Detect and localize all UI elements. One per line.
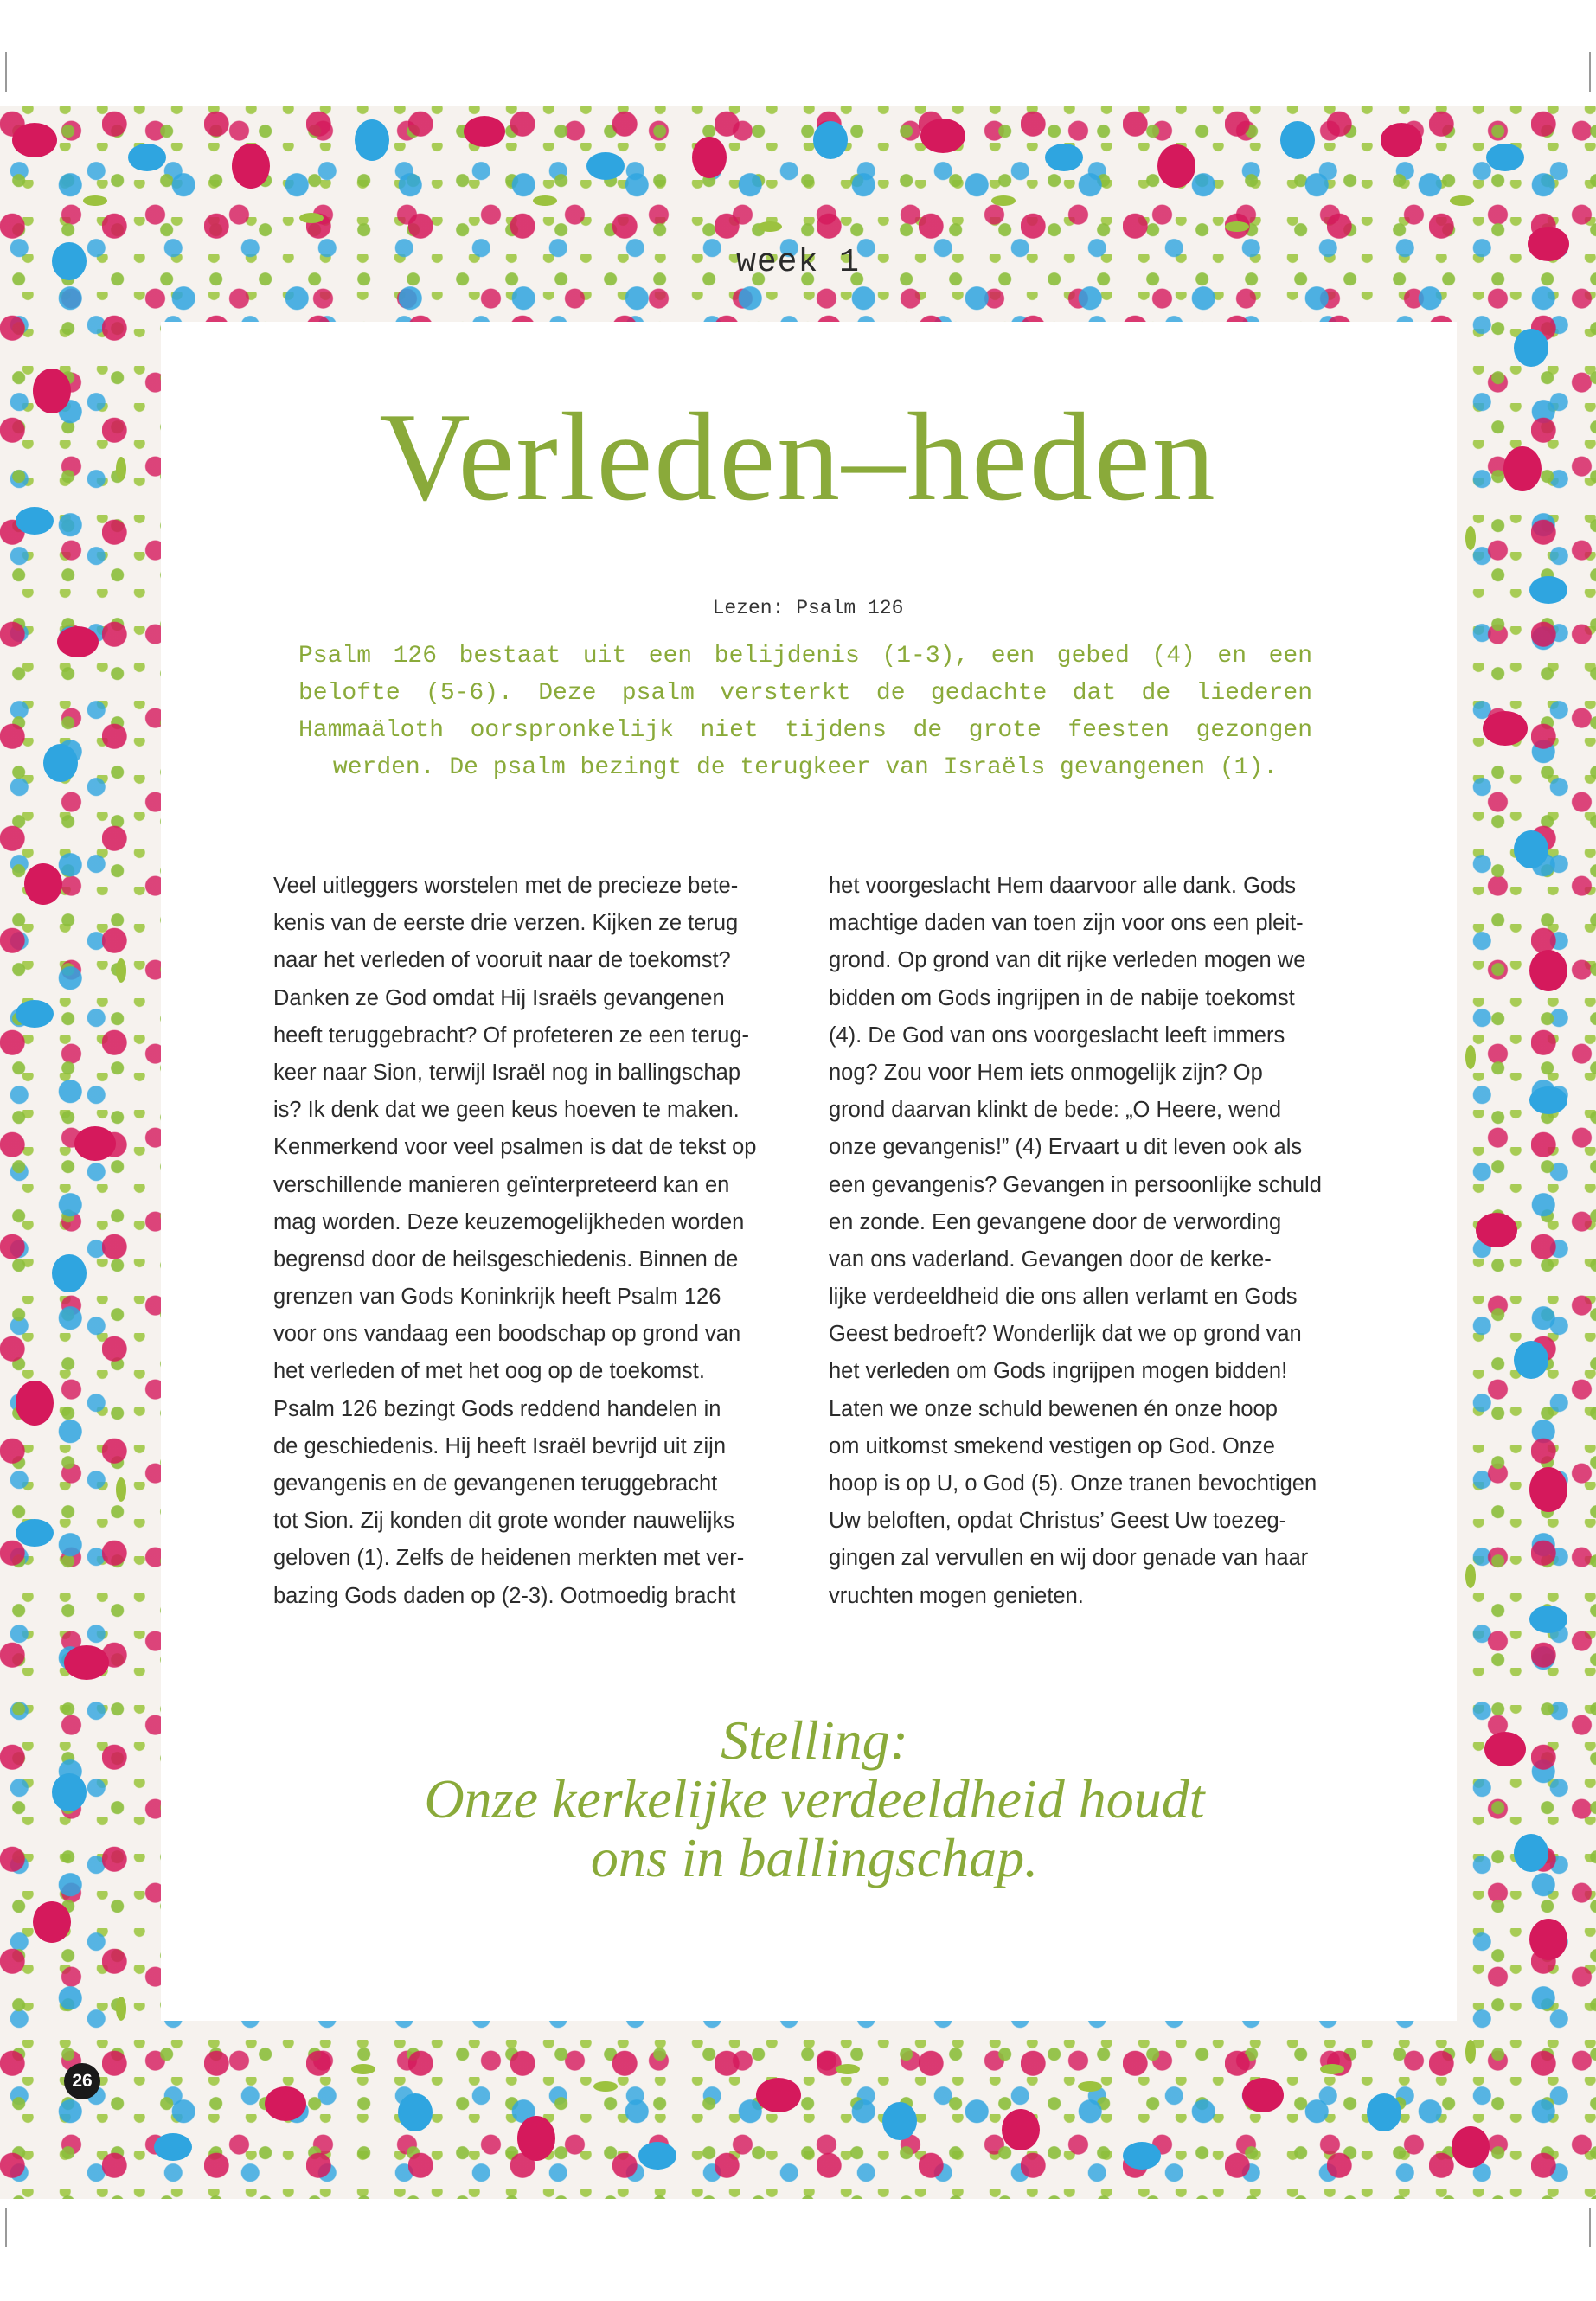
text-line: voor ons vandaag een boodschap op grond van: [273, 1322, 741, 1347]
text-line: Laten we onze schuld bewenen én onze hoop: [829, 1396, 1278, 1421]
reading-reference: Lezen: Psalm 126: [712, 597, 904, 619]
text-line: gevangenis en de gevangenen teruggebracht: [273, 1471, 718, 1496]
crop-mark-bottom-right: [1589, 2208, 1591, 2247]
text-line: geloven (1). Zelfs de heidenen merkten met ver-: [273, 1546, 745, 1571]
text-line: lijke verdeeldheid die ons allen verlamt en Gods: [829, 1285, 1298, 1310]
body-column-right: [829, 868, 1348, 1615]
text-line: Danken ze God omdat Hij Israëls gevangenen: [273, 985, 725, 1010]
text-line: bidden om Gods ingrijpen in de nabije toekomst: [829, 985, 1295, 1010]
text-line: keer naar Sion, terwijl Israël nog in ballingschap: [273, 1060, 741, 1085]
text-line: onze gevangenis!” (4) Ervaart u dit leven ook als: [829, 1135, 1303, 1160]
stelling-line: ons in ballingschap.: [590, 1827, 1039, 1888]
text-line: (4). De God van ons voorgeslacht leeft immers: [829, 1022, 1285, 1048]
text-line: begrensd door de heilsgeschiedenis. Binnen de: [273, 1247, 739, 1272]
text-line: het verleden of met het oog op de toekomst.: [273, 1359, 705, 1384]
text-line: machtige daden van toen zijn voor ons een pleit-: [829, 911, 1304, 936]
text-line: grond daarvan klinkt de bede: „O Heere, wend: [829, 1098, 1282, 1123]
text-line: gingen zal vervullen en wij door genade van haar: [829, 1546, 1309, 1571]
crop-mark-top-right: [1589, 52, 1591, 92]
body-column-left: [273, 868, 792, 1615]
text-line: bazing Gods daden op (2-3). Ootmoedig bracht: [273, 1583, 736, 1608]
text-line: Geest bedroeft? Wonderlijk dat we op grond van: [829, 1322, 1302, 1347]
text-line: van ons vaderland. Gevangen door de kerke-: [829, 1247, 1272, 1272]
text-line: verschillende manieren geïnterpreteerd kan en: [273, 1172, 730, 1197]
text-line: Uw beloften, opdat Christus’ Geest Uw toezeg-: [829, 1509, 1287, 1534]
text-line: heeft teruggebracht? Of profeteren ze een terug-: [273, 1022, 750, 1048]
text-line: Kenmerkend voor veel psalmen is dat de tekst op: [273, 1135, 757, 1160]
page-title: Verleden–heden: [379, 387, 1217, 527]
text-line: het voorgeslacht Hem daarvoor alle dank. Gods: [829, 874, 1297, 898]
crop-mark-top-left: [5, 52, 7, 92]
text-line: Veel uitleggers worstelen met de precieze bete-: [273, 874, 739, 898]
text-line: hoop is op U, o God (5). Onze tranen bevochtigen: [829, 1471, 1317, 1496]
stelling-statement: [0, 1711, 1596, 1888]
text-line: kenis van de eerste drie verzen. Kijken ze terug: [273, 911, 739, 936]
text-line: en zonde. Een gevangene door de verwording: [829, 1209, 1282, 1234]
text-line: een gevangenis? Gevangen in persoonlijke schuld: [829, 1172, 1322, 1197]
week-label: week 1: [736, 244, 860, 281]
text-line: nog? Zou voor Hem iets onmogelijk zijn? Op: [829, 1060, 1263, 1085]
page-number-badge: 26: [64, 2063, 100, 2099]
text-line: om uitkomst smekend vestigen op God. Onze: [829, 1433, 1275, 1458]
text-line: Psalm 126 bezingt Gods reddend handelen in: [273, 1396, 721, 1421]
text-line: naar het verleden of vooruit naar de toekomst?: [273, 948, 731, 973]
intro-paragraph: Psalm 126 bestaat uit een belijdenis (1-3), een gebed (4) en een belofte (5-6). Deze psalm versterkt de gedachte dat de liederen Hammaäloth oorspronkelijk niet tijdens de grote feesten gezongen werden. De psalm bezingt de terugkeer van Israëls gevangenen (1).: [298, 643, 1312, 781]
text-line: grenzen van Gods Koninkrijk heeft Psalm 126: [273, 1285, 721, 1310]
stelling-heading: Stelling:: [721, 1709, 908, 1771]
stelling-line: Onze kerkelijke verdeeldheid houdt: [424, 1768, 1205, 1830]
text-line: is? Ik denk dat we geen keus hoeven te maken.: [273, 1098, 740, 1123]
text-line: het verleden om Gods ingrijpen mogen bidden!: [829, 1359, 1288, 1384]
crop-mark-bottom-left: [5, 2208, 7, 2247]
text-line: de geschiedenis. Hij heeft Israël bevrijd uit zijn: [273, 1433, 727, 1458]
text-line: grond. Op grond van dit rijke verleden mogen we: [829, 948, 1306, 973]
text-line: tot Sion. Zij konden dit grote wonder nauwelijks: [273, 1509, 734, 1534]
text-line: mag worden. Deze keuzemogelijkheden worden: [273, 1209, 745, 1234]
text-line: vruchten mogen genieten.: [829, 1583, 1084, 1608]
